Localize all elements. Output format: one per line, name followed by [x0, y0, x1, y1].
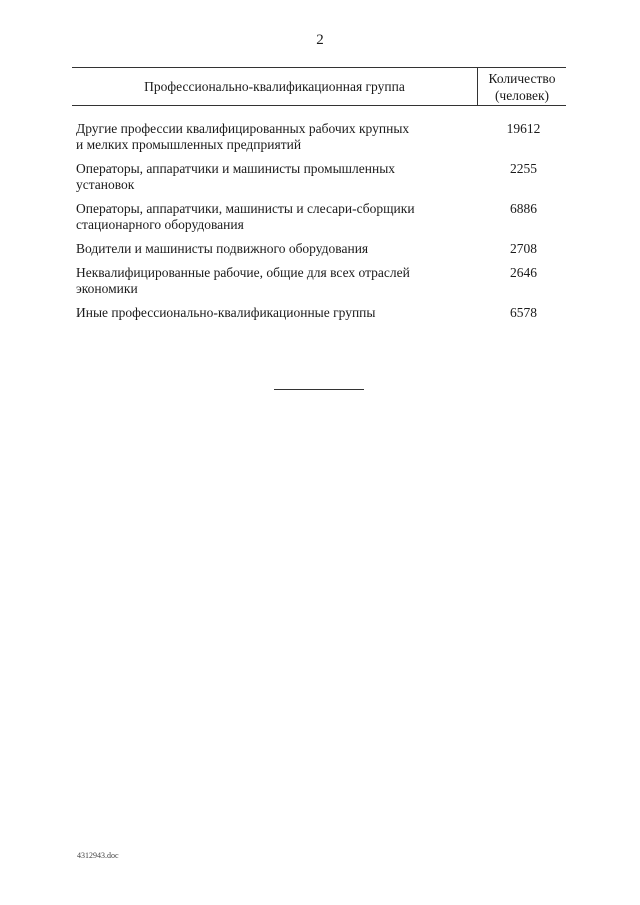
table-row [72, 161, 566, 193]
row-label-line2: и мелких промышленных предприятий [76, 137, 302, 152]
row-label-line1: Иные профессионально-квалификационные группы [76, 305, 376, 320]
row-value: 6886 [510, 201, 537, 216]
row-value: 2708 [510, 241, 537, 256]
row-label-line1: Операторы, аппаратчики, машинисты и слесари-сборщики [76, 201, 415, 216]
row-label-line1: Водители и машинисты подвижного оборудования [76, 241, 369, 256]
row-value: 19612 [506, 121, 541, 136]
header-group: Профессионально-квалификационная группа [72, 68, 478, 105]
row-label [72, 201, 481, 233]
header-count-line1: Количество [488, 71, 556, 86]
workforce-table [72, 67, 566, 329]
table-row [72, 265, 566, 297]
row-label-line1: Операторы, аппаратчики и машинисты промышленных [76, 161, 396, 176]
table-body [72, 121, 566, 321]
table-row [72, 305, 566, 321]
header-count [478, 68, 566, 105]
row-value: 2255 [510, 161, 537, 176]
row-label [72, 241, 481, 257]
page-number: 2 [316, 32, 324, 48]
row-label-line2: установок [76, 177, 135, 192]
row-label [72, 121, 481, 153]
end-separator-line [274, 389, 364, 390]
footer-filename: 4312943.doc [77, 851, 119, 860]
row-value: 6578 [510, 305, 537, 320]
row-label-line2: стационарного оборудования [76, 217, 244, 232]
row-value: 2646 [510, 265, 537, 280]
row-label [72, 305, 481, 321]
table-row [72, 241, 566, 257]
table-row [72, 201, 566, 233]
header-count-line2: (человек) [494, 88, 550, 103]
table-header [72, 67, 566, 106]
row-label [72, 265, 481, 297]
row-label [72, 161, 481, 193]
row-label-line1: Неквалифицированные рабочие, общие для всех отраслей [76, 265, 410, 280]
row-label-line1: Другие профессии квалифицированных рабочих крупных [76, 121, 410, 136]
table-row [72, 121, 566, 153]
row-label-line2: экономики [76, 281, 138, 296]
